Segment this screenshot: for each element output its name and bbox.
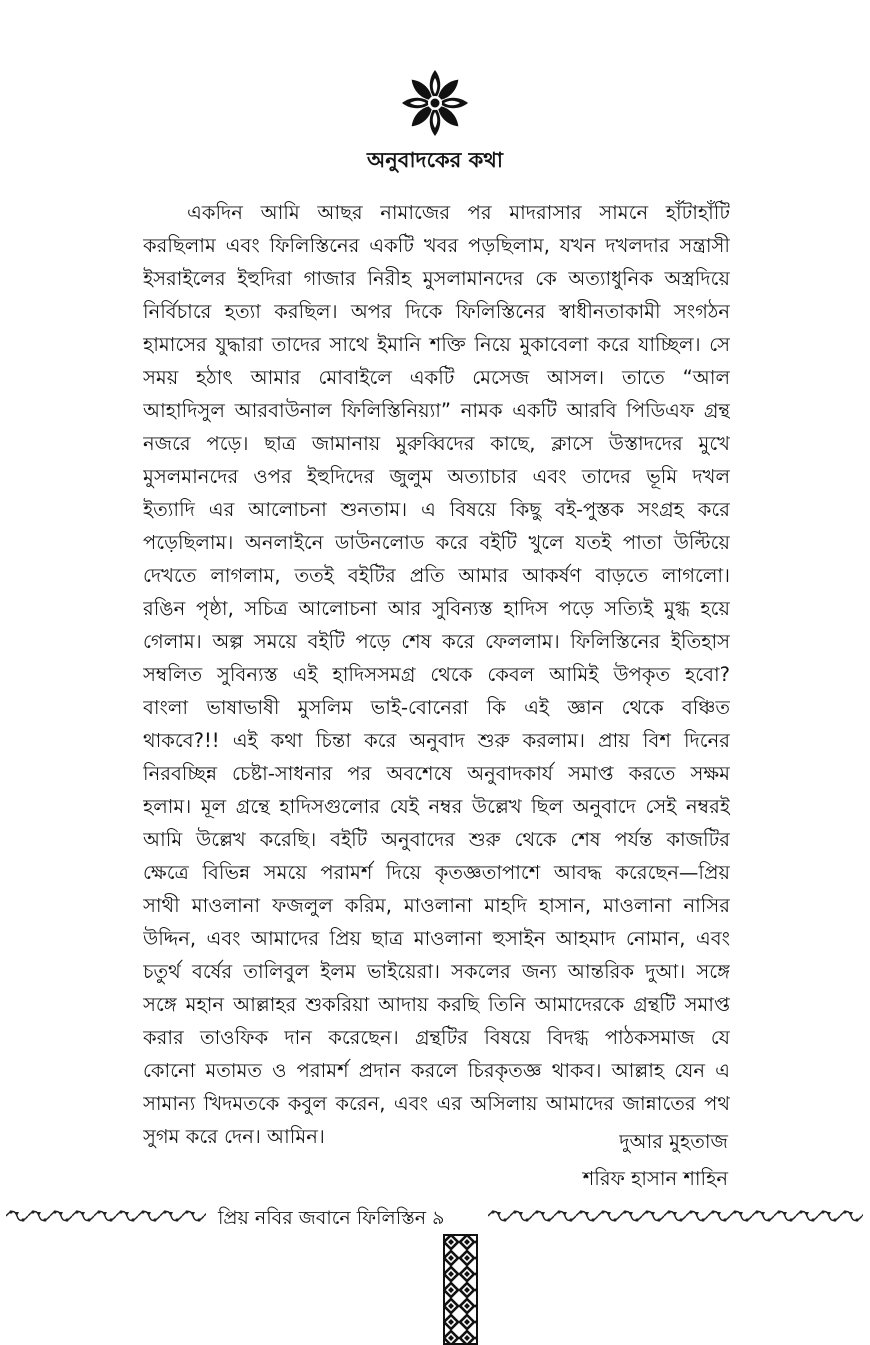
paragraph-line: আহাদিসুল আরবাউনাল ফিলিস্তিনিয়্যা” নামক একটি আরবি পিডিএফ গ্রন্থ: [143, 399, 730, 422]
paragraph-line: ইত্যাদি এর আলোচনা শুনতাম। এ বিষয়ে কিছু বই-পুস্তক সংগ্রহ করে: [143, 498, 730, 521]
paragraph-line: মুসলমানদের ওপর ইহুদিদের জুলুম অত্যাচার এবং তাদের ভূমি দখল: [143, 465, 730, 488]
paragraph-line: উদ্দিন, এবং আমাদের প্রিয় ছাত্র মাওলানা হুসাইন আহমাদ নোমান, এবং: [143, 927, 730, 950]
preface-paragraph: [143, 196, 730, 1153]
paragraph-line: ক্ষেত্রে বিভিন্ন সময়ে পরামর্শ দিয়ে কৃতজ্ঞতাপাশে আবদ্ধ করেছেন—প্রিয়: [143, 861, 730, 884]
paragraph-line: হামাসের যুদ্ধারা তাদের সাথে ইমানি শক্তি নিয়ে মুকাবেলা করে যাচ্ছিল। সে: [143, 333, 730, 356]
paragraph-line: সঙ্গে মহান আল্লাহর শুকরিয়া আদায় করছি তিনি আমাদেরকে গ্রন্থটি সমাপ্ত: [143, 993, 730, 1016]
footer-ornament-left: [6, 1206, 206, 1226]
paragraph-line: নির্বিচারে হত্যা করছিল। অপর দিকে ফিলিস্তিনের স্বাধীনতাকামী সংগঠন: [143, 300, 730, 323]
paragraph-line: সাথী মাওলানা ফজলুল করিম, মাওলানা মাহদি হাসান, মাওলানা নাসির: [143, 894, 730, 917]
paragraph-line: কোনো মতামত ও পরামর্শ প্রদান করলে চিরকৃতজ্ঞ থাকব। আল্লাহ যেন এ: [143, 1059, 730, 1082]
signature-name: শরিফ হাসান শাহিন: [582, 1167, 728, 1190]
flower-ornament-icon: [400, 68, 470, 138]
paragraph-line: থাকবে?!! এই কথা চিন্তা করে অনুবাদ শুরু করলাম। প্রায় বিশ দিনের: [143, 729, 730, 752]
footer-book-title: প্রিয় নবির জবানে ফিলিস্তিন: [218, 1207, 427, 1229]
paragraph-line: সময় হঠাৎ আমার মোবাইলে একটি মেসেজ আসল। তাতে “আল: [143, 366, 730, 389]
paragraph-line: চতুর্থ বর্ষের তালিবুল ইলম ভাইয়েরা। সকলের জন্য আন্তরিক দুআ। সঙ্গে: [143, 960, 730, 983]
page-number: ৯: [432, 1207, 445, 1229]
paragraph-line: দেখতে লাগলাম, ততই বইটির প্রতি আমার আকর্ষণ বাড়তে লাগলো।: [143, 564, 730, 587]
running-footer: [218, 1204, 451, 1236]
paragraph-line: সুগম করে দেন। আমিন।: [143, 1125, 325, 1148]
paragraph-line: নিরবচ্ছিন্ন চেষ্টা-সাধনার পর অবশেষে অনুবাদকার্য সমাপ্ত করতে সক্ষম: [143, 762, 730, 785]
footer-ornament-right: [488, 1206, 863, 1226]
paragraph-line: রঙিন পৃষ্ঠা, সচিত্র আলোচনা আর সুবিন্যস্ত হাদিস পড়ে সত্যিই মুগ্ধ হয়ে: [143, 597, 730, 620]
paragraph-line: একদিন আমি আছর নামাজের পর মাদরাসার সামনে হাঁটাহাঁটি: [187, 201, 730, 224]
paragraph-line: নজরে পড়ে। ছাত্র জামানায় মুরুব্বিদের কাছে, ক্লাসে উস্তাদদের মুখে: [143, 432, 730, 455]
page-title: অনুবাদকের কথা: [367, 147, 503, 172]
paragraph-line: পড়েছিলাম। অনলাইনে ডাউনলোড করে বইটি খুলে যতই পাতা উল্টিয়ে: [143, 531, 730, 554]
paragraph-line: করার তাওফিক দান করেছেন। গ্রন্থটির বিষয়ে বিদগ্ধ পাঠকসমাজ যে: [143, 1026, 730, 1049]
paragraph-line: আমি উল্লেখ করেছি। বইটি অনুবাদের শুরু থেকে শেষ পর্যন্ত কাজটির: [143, 828, 730, 851]
paragraph-line: সম্বলিত সুবিন্যস্ত এই হাদিসসমগ্র থেকে কেবল আমিই উপকৃত হবো?: [143, 663, 730, 686]
paragraph-line: সামান্য খিদমতকে কবুল করেন, এবং এর অসিলায় আমাদের জান্নাতের পথ: [143, 1092, 730, 1115]
paragraph-line: ইসরাইলের ইহুদিরা গাজার নিরীহ মুসলামানদের কে অত্যাধুনিক অস্ত্রদিয়ে: [143, 267, 730, 290]
paragraph-line: হলাম। মূল গ্রন্থে হাদিসগুলোর যেই নম্বর উল্লেখ ছিল অনুবাদে সেই নম্বরই: [143, 795, 730, 818]
paragraph-line: বাংলা ভাষাভাষী মুসলিম ভাই-বোনেরা কি এই জ্ঞান থেকে বঞ্চিত: [143, 696, 730, 719]
paragraph-line: করছিলাম এবং ফিলিস্তিনের একটি খবর পড়ছিলাম, যখন দখলদার সন্ত্রাসী: [143, 234, 730, 257]
paragraph-line: গেলাম। অল্প সময়ে বইটি পড়ে শেষ করে ফেললাম। ফিলিস্তিনের ইতিহাস: [143, 630, 730, 653]
signature-closing: দুআর মুহতাজ: [619, 1130, 728, 1153]
book-spine-ornament-icon: [443, 1234, 478, 1345]
